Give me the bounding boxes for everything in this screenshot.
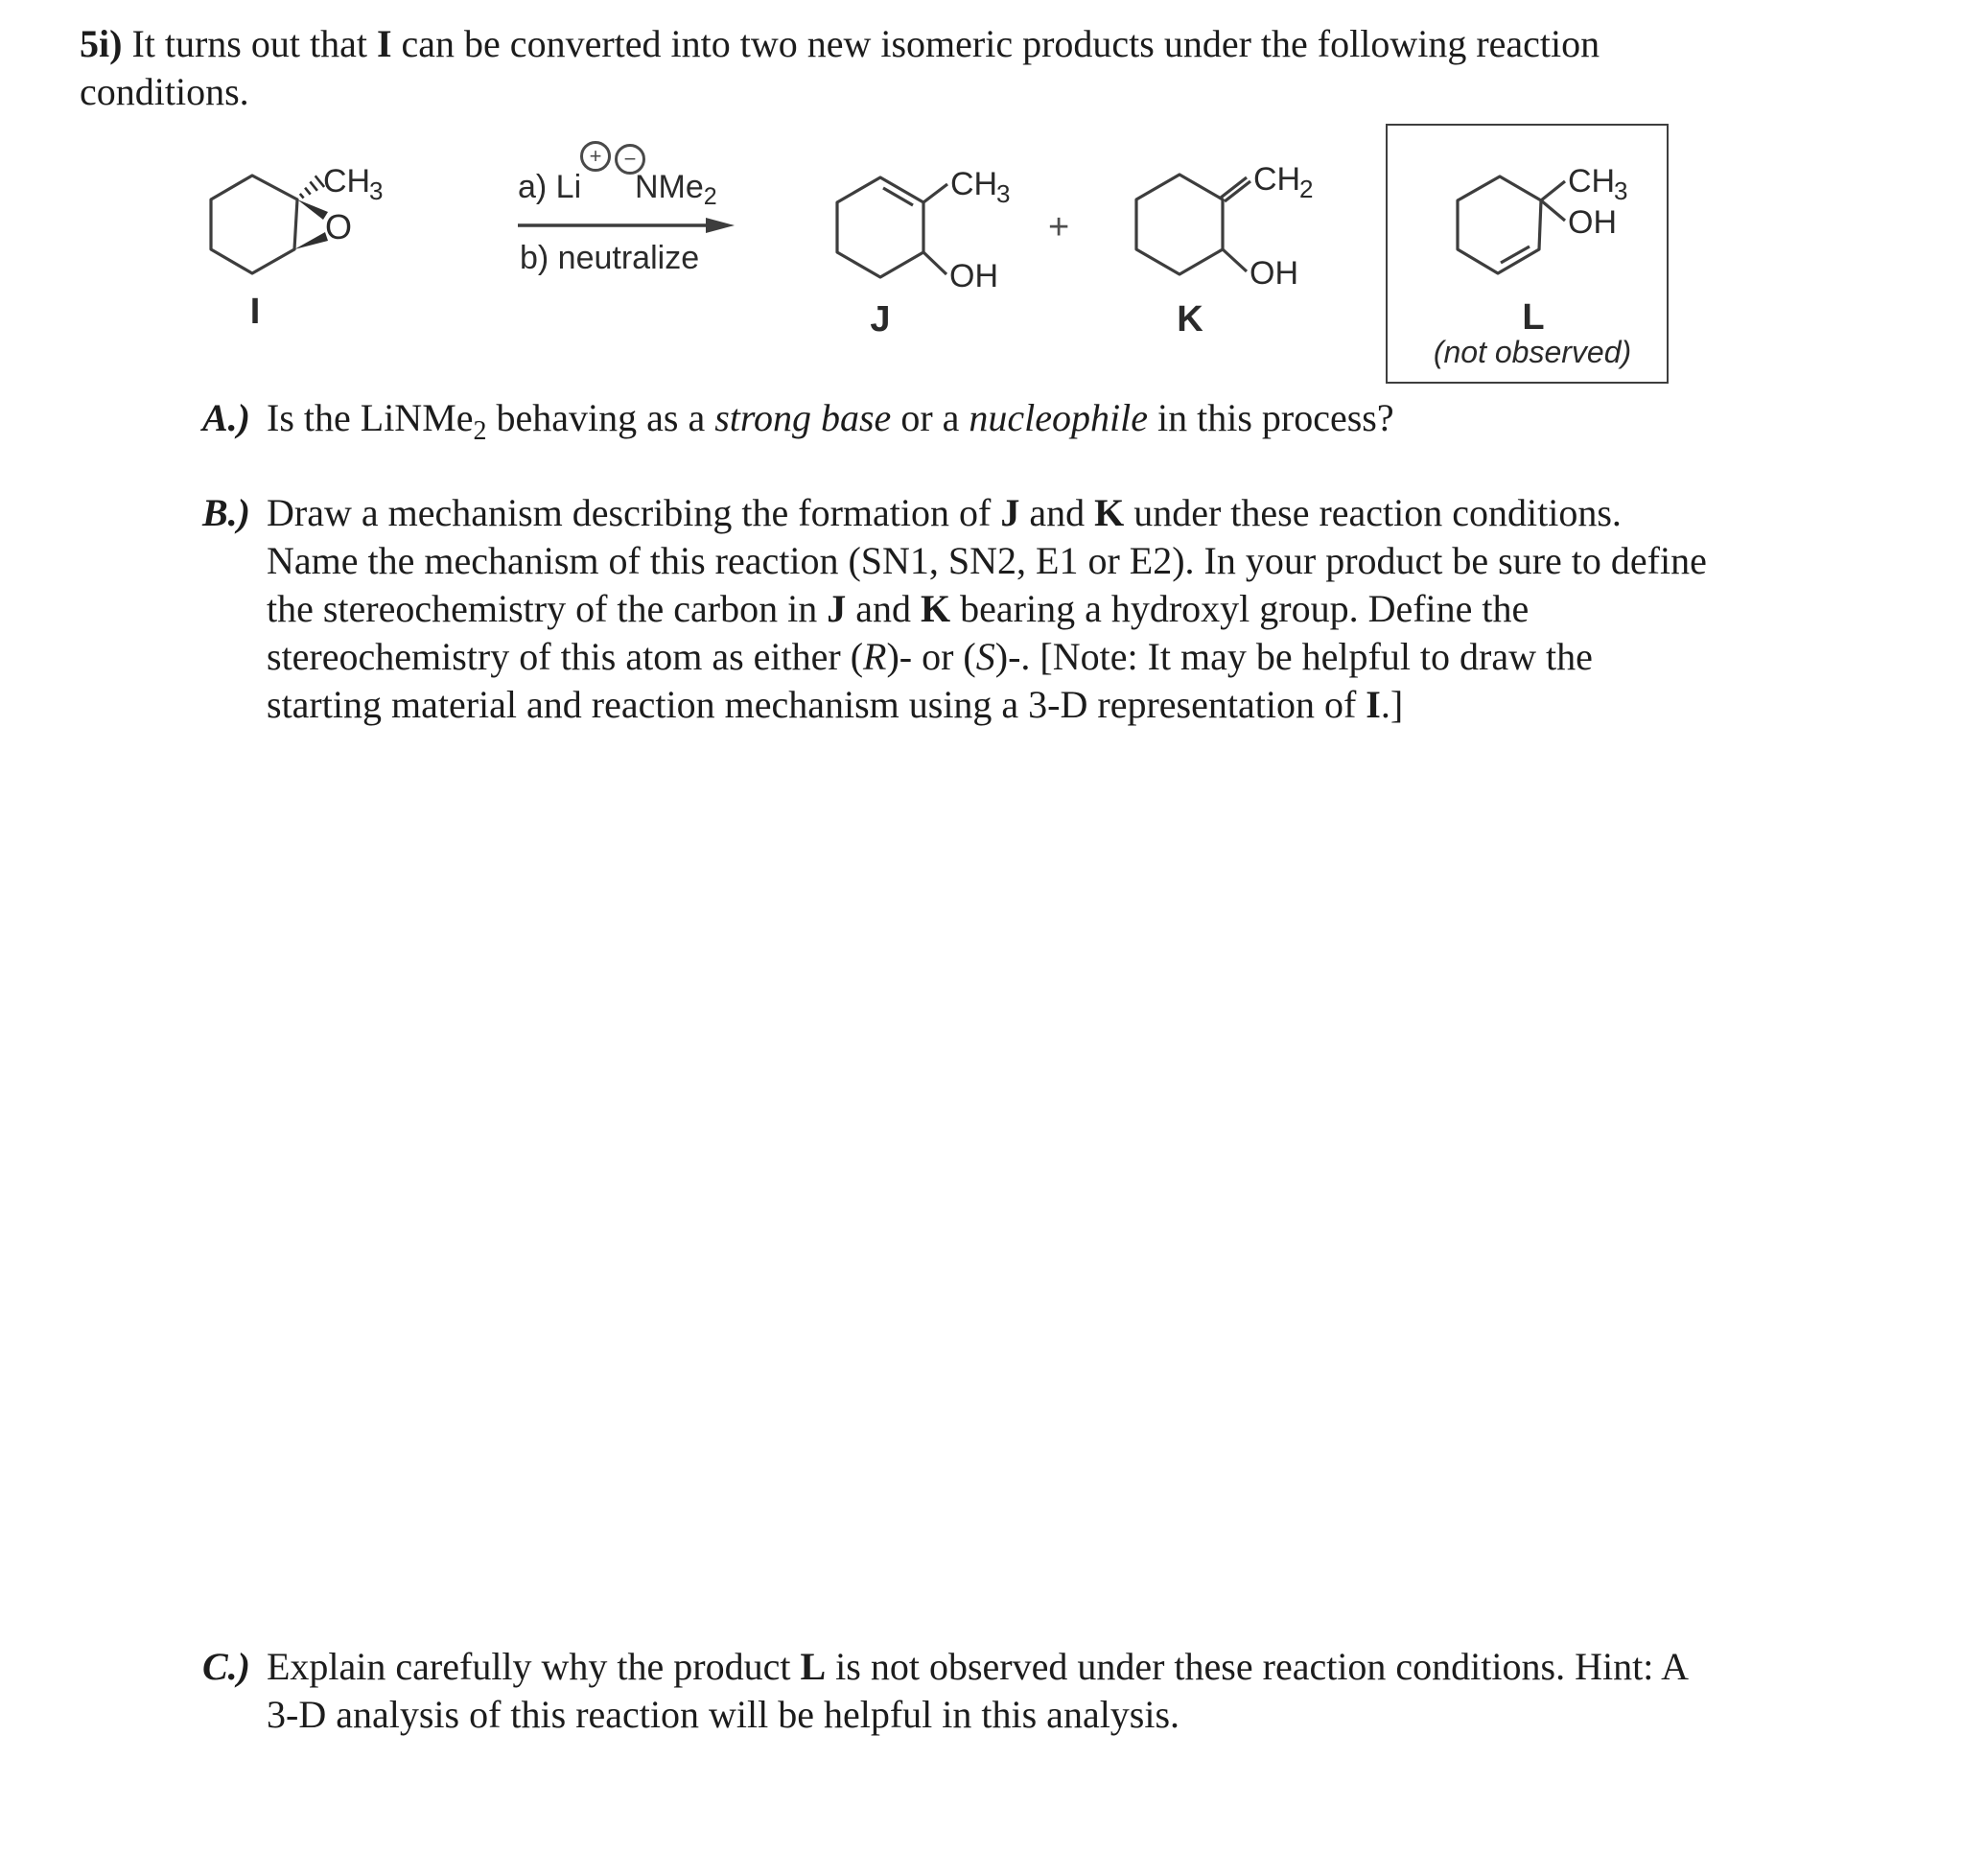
text-run: in this process? <box>1148 396 1394 439</box>
cyclohexane-ring <box>1136 175 1223 274</box>
question-b-text <box>267 489 1707 729</box>
cation-symbol: + <box>589 144 602 168</box>
question-a-text <box>267 394 1394 447</box>
question-c <box>202 1643 1689 1739</box>
text-run: b) neutralize <box>520 240 700 276</box>
hydroxyl-bond <box>1223 249 1247 271</box>
reaction-arrow-icon <box>516 215 738 236</box>
text-run: NMe <box>635 169 704 205</box>
ring-double-bond <box>1501 246 1530 263</box>
plus-sign: + <box>1048 207 1070 247</box>
text-run: )-. [Note: It may be helpful to draw the <box>994 635 1593 678</box>
question-b <box>202 489 1707 729</box>
plus-charge-icon <box>580 141 611 172</box>
text-run: J <box>827 587 847 630</box>
methyl-bond <box>923 184 947 202</box>
anion-symbol: − <box>623 147 637 171</box>
cyclohexane-ring <box>211 176 297 273</box>
methylene-group-label: CH <box>1253 161 1301 198</box>
methyl-group-label: CH <box>950 166 998 202</box>
text-run: S <box>975 635 995 678</box>
text-run: Draw a mechanism describing the formation of <box>267 491 1001 534</box>
text-run: Is the LiNMe <box>267 396 474 439</box>
amide-subscript: 2 <box>703 183 717 210</box>
question-a-label: A.) <box>202 396 250 439</box>
text-run: a) Li <box>518 169 582 205</box>
text-run: starting material and reaction mechanism using a 3-D representation of <box>267 683 1366 726</box>
methyl-subscript: 3 <box>1614 176 1628 205</box>
oxygen-atom-label: O <box>324 207 353 246</box>
text-run: 3-D analysis of this reaction will be helpful in this analysis. <box>267 1693 1180 1736</box>
compound-j-label: J <box>870 299 891 340</box>
compound-l-label: L <box>1522 297 1545 338</box>
question-b-label: B.) <box>202 491 250 534</box>
text-run: K <box>1094 491 1125 534</box>
text-run: or a <box>891 396 969 439</box>
text-run: K <box>921 587 951 630</box>
text-run: )- or ( <box>886 635 976 678</box>
hydroxyl-group-label: OH <box>1250 255 1298 292</box>
compound-k-structure <box>1112 134 1362 340</box>
text-run: under these reaction conditions. <box>1124 491 1622 534</box>
text-run: I <box>376 22 392 65</box>
reagent-step-a <box>518 171 581 203</box>
hydroxyl-group-label: OH <box>949 258 998 294</box>
text-run: J <box>1000 491 1020 534</box>
hashed-wedge-bond <box>300 176 324 198</box>
question-c-text <box>267 1643 1689 1739</box>
text-run: .] <box>1380 683 1404 726</box>
text-run: 5i) <box>80 22 123 65</box>
bold-wedge-bond <box>297 199 328 220</box>
methyl-subscript: 3 <box>996 179 1011 208</box>
methyl-bond <box>1541 181 1565 200</box>
text-run: and <box>846 587 922 630</box>
text-run: and <box>1019 491 1095 534</box>
text-run: can be converted into two new isomeric products under the following reaction <box>391 22 1600 65</box>
reagent-step-b <box>520 242 699 274</box>
text-run: strong base <box>714 396 892 439</box>
text-run: It turns out that <box>122 22 377 65</box>
methylene-subscript: 2 <box>1299 175 1314 203</box>
text-run: L <box>800 1645 827 1688</box>
text-run: behaving as a <box>486 396 715 439</box>
compound-k-label: K <box>1177 299 1203 340</box>
amide-reagent-label <box>635 169 717 210</box>
cyclohexene-ring <box>837 177 923 277</box>
bold-wedge-bond <box>294 232 328 249</box>
text-run: Explain carefully why the product <box>267 1645 801 1688</box>
text-run: is not observed under these reaction conditions. Hint: A <box>826 1645 1689 1688</box>
compound-l-structure <box>1388 126 1666 381</box>
not-observed-note: (not observed) <box>1433 335 1632 369</box>
not-observed-box <box>1386 124 1669 384</box>
methyl-subscript: 3 <box>369 176 384 205</box>
hydroxyl-group-label: OH <box>1568 204 1617 241</box>
cyclohexene-ring <box>1458 176 1541 273</box>
text-run: nucleophile <box>969 396 1148 439</box>
text-run: conditions. <box>80 70 249 113</box>
ring-double-bond <box>883 188 913 205</box>
question-c-label: C.) <box>202 1645 250 1688</box>
compound-i-structure <box>153 125 422 331</box>
compound-i-label: I <box>249 292 261 331</box>
text-run: I <box>1366 683 1381 726</box>
hydroxyl-bond <box>923 252 946 274</box>
text-run: bearing a hydroxyl group. Define the <box>950 587 1530 630</box>
text-run: 2 <box>473 416 487 446</box>
question-a <box>202 394 1394 447</box>
text-run: the stereochemistry of the carbon in <box>267 587 828 630</box>
hydroxyl-bond <box>1541 200 1565 221</box>
problem-title <box>80 20 1600 116</box>
methyl-group-label: CH <box>323 163 371 199</box>
text-run: Name the mechanism of this reaction (SN1, SN2, E1 or E2). In your product be sure to define <box>267 539 1707 582</box>
compound-j-structure <box>810 134 1050 340</box>
text-run: stereochemistry of this atom as either ( <box>267 635 864 678</box>
methyl-group-label: CH <box>1568 163 1616 199</box>
text-run: R <box>863 635 887 678</box>
